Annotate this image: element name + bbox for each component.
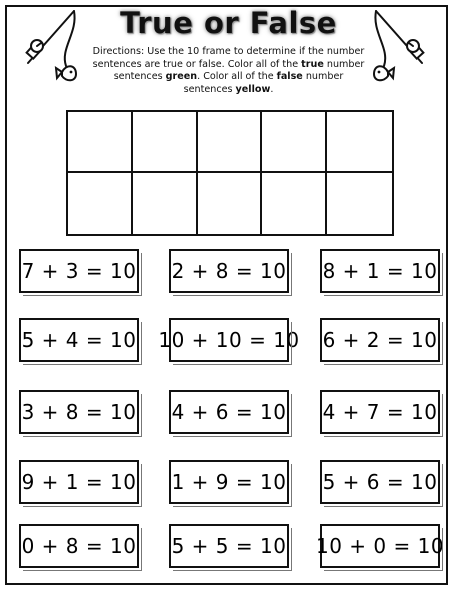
equation-card[interactable]: 10 + 10 = 10 — [169, 318, 289, 362]
ten-frame-cell[interactable] — [262, 112, 327, 173]
ten-frame-cell[interactable] — [327, 173, 392, 234]
ten-frame-cell[interactable] — [198, 173, 263, 234]
ten-frame-cell[interactable] — [262, 173, 327, 234]
equation-card[interactable]: 8 + 1 = 10 — [320, 249, 440, 293]
ten-frame-cell[interactable] — [198, 112, 263, 173]
ten-frame-cell[interactable] — [68, 173, 133, 234]
equation-card[interactable]: 5 + 6 = 10 — [320, 460, 440, 504]
worksheet-title: True or False — [120, 6, 337, 40]
equation-card[interactable]: 5 + 5 = 10 — [169, 524, 289, 568]
directions-text: Directions: Use the 10 frame to determine if the number sentences are true or false. Color all of the true number sentences green. Color all of the false number sentences yellow. — [92, 46, 365, 95]
ten-frame-cell[interactable] — [327, 112, 392, 173]
ten-frame-cell[interactable] — [133, 112, 198, 173]
equation-card[interactable]: 9 + 1 = 10 — [19, 460, 139, 504]
equation-card[interactable]: 4 + 7 = 10 — [320, 390, 440, 434]
ten-frame-cell[interactable] — [133, 173, 198, 234]
ten-frame-cell[interactable] — [68, 112, 133, 173]
equation-card[interactable]: 10 + 0 = 10 — [320, 524, 440, 568]
fishing-rod-icon — [372, 8, 428, 84]
ten-frame — [66, 110, 394, 236]
equation-card[interactable]: 3 + 8 = 10 — [19, 390, 139, 434]
equation-card[interactable]: 7 + 3 = 10 — [19, 249, 139, 293]
equation-card[interactable]: 5 + 4 = 10 — [19, 318, 139, 362]
equation-card[interactable]: 4 + 6 = 10 — [169, 390, 289, 434]
equation-card[interactable]: 0 + 8 = 10 — [19, 524, 139, 568]
equation-card[interactable]: 6 + 2 = 10 — [320, 318, 440, 362]
equation-card[interactable]: 2 + 8 = 10 — [169, 249, 289, 293]
equation-card[interactable]: 1 + 9 = 10 — [169, 460, 289, 504]
